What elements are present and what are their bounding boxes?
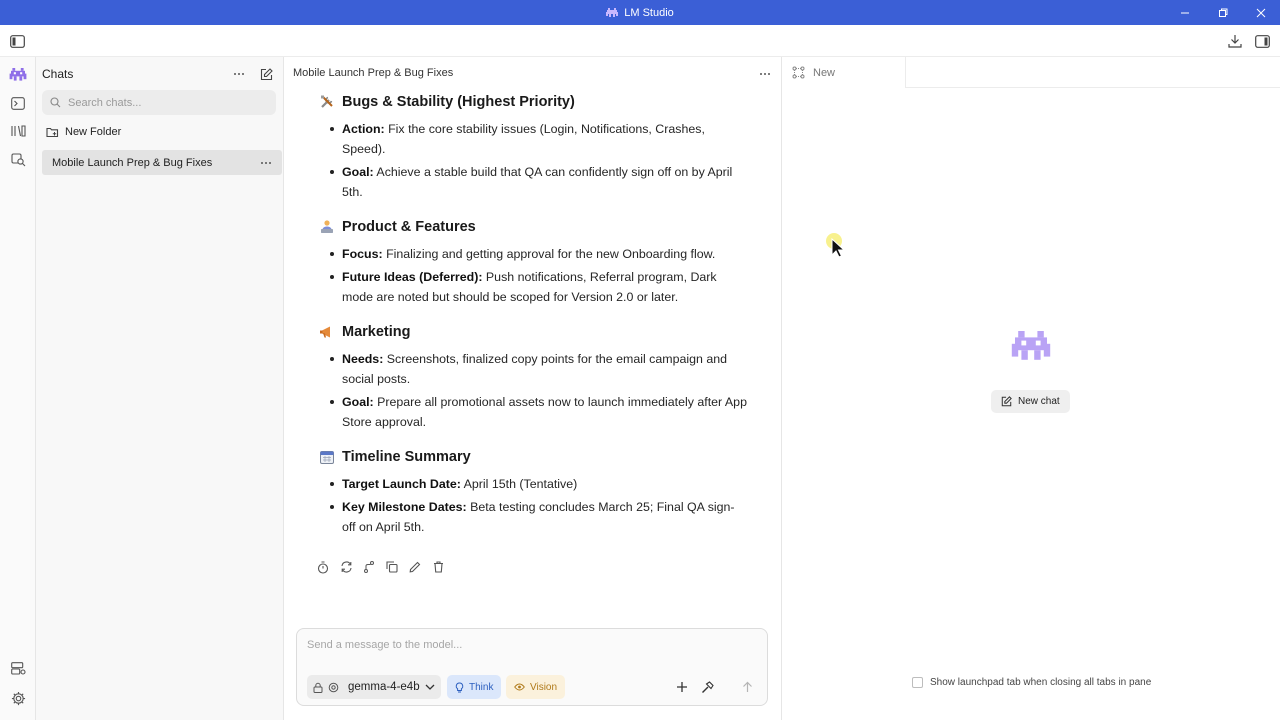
branch-icon xyxy=(363,561,375,573)
sidebar-toggle-icon xyxy=(10,35,25,48)
close-window-button[interactable] xyxy=(1242,0,1280,25)
section-heading xyxy=(318,446,748,468)
attach-button[interactable] xyxy=(673,678,691,696)
launchpad-option[interactable] xyxy=(912,677,1151,688)
bullet-label: Needs: xyxy=(342,352,384,366)
new-folder-label: New Folder xyxy=(65,126,122,138)
tab-divider xyxy=(906,87,1280,88)
message-section xyxy=(318,446,748,537)
lock-icon xyxy=(313,682,323,693)
tab-label: New xyxy=(813,66,836,79)
send-button[interactable] xyxy=(738,678,756,696)
edit-button[interactable] xyxy=(408,560,422,574)
message-input[interactable] xyxy=(307,639,747,659)
model-name: gemma-4-e4b xyxy=(348,681,420,693)
bullet-item xyxy=(330,244,748,264)
bullet-text: Push notifications, Referral program, Dark mode are noted but should be scoped for Version 2.0 or later. xyxy=(342,270,717,304)
section-title: Product & Features xyxy=(342,219,476,235)
bullet-text: Screenshots, finalized copy points for the email campaign and social posts. xyxy=(342,352,728,386)
new-chat-compose-button[interactable] xyxy=(257,65,275,83)
calendar-icon xyxy=(318,449,335,466)
tools-button[interactable] xyxy=(698,678,716,696)
lightbulb-icon xyxy=(455,682,464,693)
launchpad-checkbox[interactable] xyxy=(912,677,923,688)
tab-new[interactable] xyxy=(782,57,906,88)
window-title-area xyxy=(0,0,1280,25)
nav-developer-button[interactable] xyxy=(8,93,28,113)
left-nav-rail xyxy=(0,57,36,720)
bullet-text: April 15th (Tentative) xyxy=(460,477,578,491)
new-chat-label: New chat xyxy=(1018,396,1060,407)
bullet-item xyxy=(330,474,748,494)
new-folder-button[interactable] xyxy=(46,126,121,138)
section-title: Bugs & Stability (Highest Priority) xyxy=(342,94,575,110)
invader-chat-icon xyxy=(9,68,27,82)
more-horizontal-icon xyxy=(260,161,272,165)
section-title: Marketing xyxy=(342,324,411,340)
window-title: LM Studio xyxy=(624,6,674,19)
trash-icon xyxy=(433,561,444,573)
restore-button[interactable] xyxy=(1204,0,1242,25)
bullet-label: Action: xyxy=(342,122,385,136)
nav-settings-button[interactable] xyxy=(8,688,28,708)
lmstudio-logo-icon xyxy=(606,8,618,18)
section-heading xyxy=(318,321,748,343)
branch-button[interactable] xyxy=(362,560,376,574)
download-icon xyxy=(1228,34,1242,48)
nav-server-button[interactable] xyxy=(8,658,28,678)
search-folder-icon xyxy=(11,152,26,167)
hammer-icon xyxy=(701,681,714,694)
settings-icon xyxy=(328,682,339,693)
more-horizontal-icon xyxy=(759,72,771,76)
bullet-label: Target Launch Date: xyxy=(342,477,461,491)
arrow-up-icon xyxy=(742,681,753,693)
vision-label: Vision xyxy=(530,681,558,693)
bullet-text: Achieve a stable build that QA can confidently sign off on by April 5th. xyxy=(342,165,733,199)
pencil-icon xyxy=(409,561,421,573)
search-chats-field[interactable] xyxy=(42,90,276,115)
megaphone-icon xyxy=(318,324,335,341)
think-label: Think xyxy=(469,681,494,693)
chats-heading: Chats xyxy=(42,67,74,81)
bullet-item xyxy=(330,497,748,537)
bullet-text: Prepare all promotional assets now to launch immediately after App Store approval. xyxy=(342,395,747,429)
downloads-button[interactable] xyxy=(1226,32,1244,50)
launchpad-icon xyxy=(792,66,805,79)
new-chat-button[interactable] xyxy=(991,390,1070,413)
lmstudio-mascot-icon xyxy=(1010,331,1052,363)
bullet-item xyxy=(330,119,748,159)
bullet-item xyxy=(330,267,748,307)
assistant-message xyxy=(318,91,748,551)
vision-toggle[interactable] xyxy=(506,675,565,699)
toggle-right-panel-button[interactable] xyxy=(1253,32,1271,50)
right-pane xyxy=(782,57,1280,720)
section-heading xyxy=(318,216,748,238)
stopwatch-icon xyxy=(317,561,329,574)
copy-icon xyxy=(386,561,398,573)
bullet-label: Focus: xyxy=(342,247,383,261)
bullet-item xyxy=(330,349,748,389)
launchpad-checkbox-label: Show launchpad tab when closing all tabs in pane xyxy=(930,677,1152,688)
bullet-item xyxy=(330,392,748,432)
chats-more-button[interactable] xyxy=(230,65,248,83)
section-title: Timeline Summary xyxy=(342,449,471,465)
window-titlebar xyxy=(0,0,1280,25)
minimize-button[interactable] xyxy=(1166,0,1204,25)
right-panel-icon xyxy=(1255,35,1270,48)
bullet-item xyxy=(330,162,748,202)
mouse-cursor-icon xyxy=(826,233,850,257)
bullet-label: Goal: xyxy=(342,165,374,179)
message-section xyxy=(318,216,748,307)
plus-icon xyxy=(676,681,688,693)
bullet-label: Future Ideas (Deferred): xyxy=(342,270,483,284)
regenerate-button[interactable] xyxy=(339,560,353,574)
close-icon xyxy=(1256,8,1266,18)
terminal-icon xyxy=(11,97,25,110)
compose-icon xyxy=(260,68,273,81)
chat-list-item[interactable] xyxy=(42,150,282,175)
message-section xyxy=(318,321,748,432)
bullet-label: Goal: xyxy=(342,395,374,409)
model-selector[interactable] xyxy=(307,675,441,699)
bullet-label: Key Milestone Dates: xyxy=(342,500,467,514)
chat-list-item-label: Mobile Launch Prep & Bug Fixes xyxy=(52,156,213,169)
bullet-text: Beta testing concludes March 25; Final QA sign-off on April 5th. xyxy=(342,500,735,534)
bullet-text: Finalizing and getting approval for the new Onboarding flow. xyxy=(382,247,716,261)
chat-list-sidebar xyxy=(36,57,284,720)
copy-button[interactable] xyxy=(385,560,399,574)
eye-icon xyxy=(514,683,525,691)
toggle-sidebar-button[interactable] xyxy=(8,32,26,50)
nav-chat-button[interactable] xyxy=(8,65,28,85)
compose-icon xyxy=(1001,396,1012,407)
refresh-icon xyxy=(340,561,353,573)
search-chats-input[interactable] xyxy=(68,97,258,109)
library-icon xyxy=(11,125,26,137)
message-actions xyxy=(316,560,445,574)
bullet-text: Fix the core stability issues (Login, Notifications, Crashes, Speed). xyxy=(342,122,705,156)
tools-icon xyxy=(318,94,335,111)
delete-button[interactable] xyxy=(431,560,445,574)
chat-options-button[interactable] xyxy=(759,65,771,79)
message-section xyxy=(318,91,748,202)
chevron-down-icon xyxy=(425,684,435,691)
minimize-icon xyxy=(1180,8,1190,18)
search-icon xyxy=(50,97,61,108)
nav-models-button[interactable] xyxy=(8,121,28,141)
message-composer xyxy=(296,628,768,706)
restore-icon xyxy=(1218,8,1228,18)
think-toggle[interactable] xyxy=(447,675,501,699)
server-icon xyxy=(11,662,26,675)
more-horizontal-icon xyxy=(233,72,245,76)
gear-icon xyxy=(11,691,26,706)
chat-item-more-button[interactable] xyxy=(260,154,272,168)
person-laptop-icon xyxy=(318,219,335,236)
folder-plus-icon xyxy=(46,127,59,138)
stats-button[interactable] xyxy=(316,560,330,574)
chat-main-pane xyxy=(284,57,782,720)
top-toolbar xyxy=(0,25,1280,57)
nav-discover-button[interactable] xyxy=(8,149,28,169)
chat-title: Mobile Launch Prep & Bug Fixes xyxy=(293,67,454,79)
section-heading xyxy=(318,91,748,113)
